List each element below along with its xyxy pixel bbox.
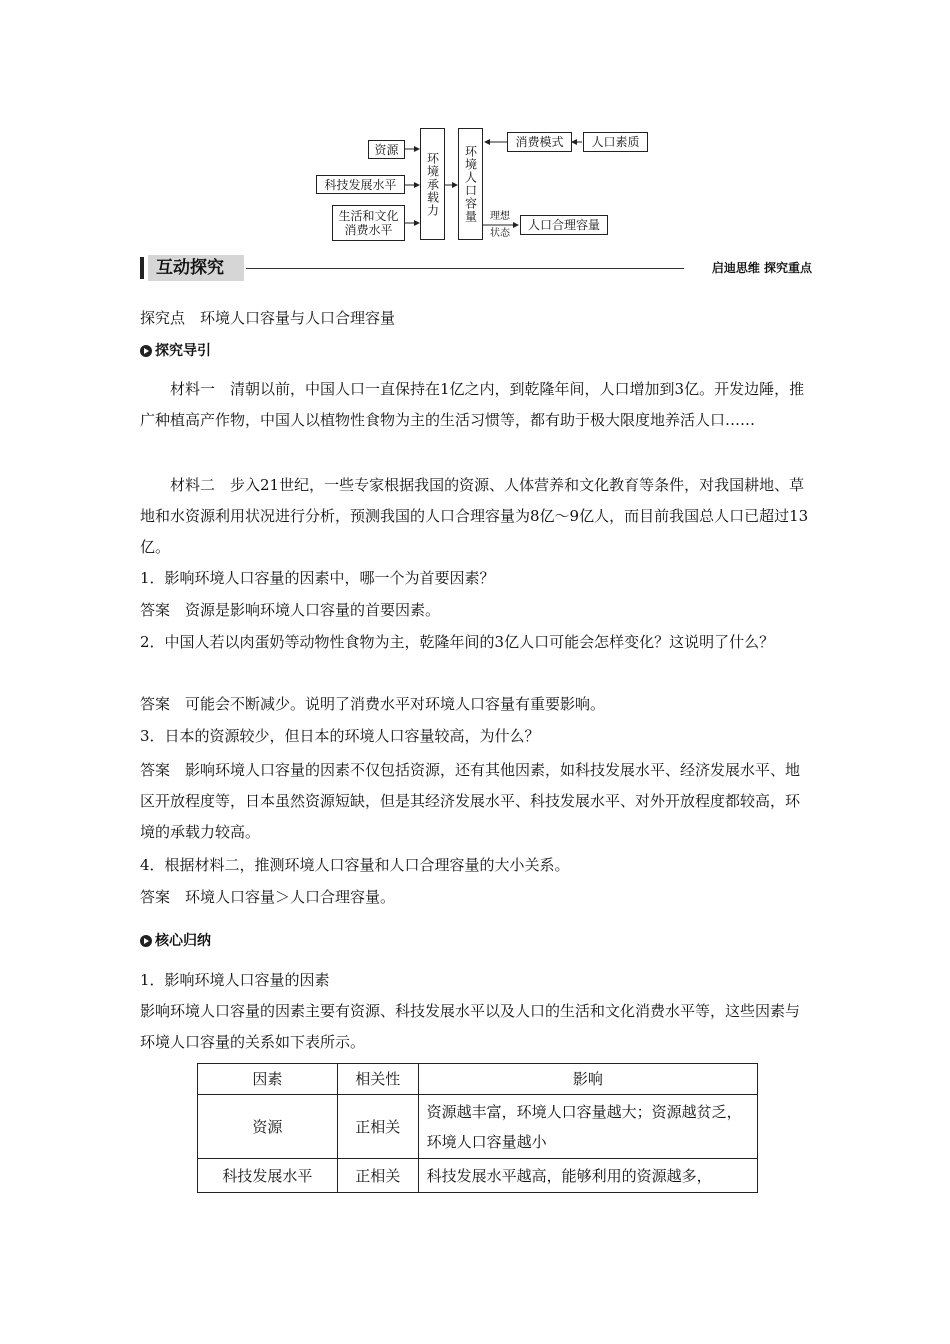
population-capacity-label: 环境人口容量 bbox=[463, 145, 478, 223]
table-row bbox=[198, 1095, 758, 1159]
material-one: 材料一 清朝以前，中国人口一直保持在1亿之内，到乾隆年间，人口增加到3亿。开发边陲，推广种植高产作物，中国人以植物性食物为主的生活习惯等，都有助于极大限度地养活人口…… bbox=[140, 380, 805, 429]
play-circle-icon bbox=[140, 345, 152, 357]
table-cell: 资源 bbox=[198, 1095, 338, 1159]
table-cell: 科技发展水平 bbox=[198, 1159, 338, 1193]
answer-4: 答案 环境人口容量＞人口合理容量。 bbox=[140, 888, 396, 906]
carrying-capacity-label: 环境承载力 bbox=[425, 151, 440, 217]
question-2: 2．中国人若以肉蛋奶等动物性食物为主，乾隆年间的3亿人口可能会怎样变化？这说明了什么？ bbox=[140, 633, 775, 651]
ideal-label-line1: 理想 bbox=[490, 211, 510, 222]
play-circle-icon bbox=[140, 935, 152, 947]
carrying-capacity-box bbox=[420, 128, 445, 240]
reasonable-capacity-box: 人口合理容量 bbox=[520, 215, 608, 235]
core-heading-label: 核心归纳 bbox=[155, 933, 211, 949]
consumption-mode-box: 消费模式 bbox=[507, 132, 572, 152]
question-4: 4．根据材料二，推测环境人口容量和人口合理容量的大小关系。 bbox=[140, 856, 570, 874]
section-title: 互动探究 bbox=[156, 258, 224, 278]
guide-heading bbox=[140, 342, 211, 360]
core-point-1: 1．影响环境人口容量的因素 bbox=[140, 971, 330, 989]
living-line2: 消费水平 bbox=[344, 223, 393, 237]
table-cell: 正相关 bbox=[337, 1095, 418, 1159]
table-cell: 资源越丰富，环境人口容量越大；资源越贫乏，环境人口容量越小 bbox=[418, 1095, 757, 1159]
section-bar bbox=[140, 257, 144, 279]
table-header: 因素 bbox=[198, 1064, 338, 1095]
table-header-row bbox=[198, 1064, 758, 1095]
topic-title: 探究点 环境人口容量与人口合理容量 bbox=[140, 309, 396, 327]
section-header bbox=[140, 255, 814, 281]
guide-heading-label: 探究导引 bbox=[155, 343, 211, 359]
table-header: 影响 bbox=[418, 1064, 757, 1095]
core-heading bbox=[140, 932, 211, 950]
tech-box: 科技发展水平 bbox=[316, 175, 405, 194]
table-header: 相关性 bbox=[337, 1064, 418, 1095]
table-row bbox=[198, 1159, 758, 1193]
answer-3: 答案 影响环境人口容量的因素不仅包括资源，还有其他因素，如科技发展水平、经济发展水平、地区开放程度等，日本虽然资源短缺，但是其经济发展水平、科技发展水平、对外开放程度都较高，环境的承载力较高。 bbox=[140, 761, 801, 841]
table-cell: 正相关 bbox=[337, 1159, 418, 1193]
answer-1: 答案 资源是影响环境人口容量的首要因素。 bbox=[140, 601, 441, 619]
living-line1: 生活和文化 bbox=[338, 209, 399, 223]
core-paragraph: 影响环境人口容量的因素主要有资源、科技发展水平以及人口的生活和文化消费水平等，这些因素与环境人口容量的关系如下表所示。 bbox=[140, 1002, 801, 1051]
living-standard-box bbox=[332, 205, 405, 241]
table-cell: 科技发展水平越高，能够利用的资源越多， bbox=[418, 1159, 757, 1193]
population-quality-box: 人口素质 bbox=[583, 132, 648, 152]
section-subtitle: 启迪思维 探究重点 bbox=[711, 261, 812, 275]
answer-2: 答案 可能会不断减少。说明了消费水平对环境人口容量有重要影响。 bbox=[140, 695, 606, 713]
factor-table bbox=[197, 1063, 758, 1193]
ideal-label-line2: 状态 bbox=[490, 228, 510, 239]
section-divider bbox=[246, 268, 684, 269]
capacity-diagram bbox=[310, 122, 650, 242]
population-capacity-box bbox=[458, 128, 483, 240]
material-two: 材料二 步入21世纪，一些专家根据我国的资源、人体营养和文化教育等条件，对我国耕地、草地和水资源利用状况进行分析，预测我国的人口合理容量为8亿～9亿人，而目前我国总人口已超过13亿。 bbox=[140, 476, 809, 556]
question-3: 3．日本的资源较少，但日本的环境人口容量较高，为什么？ bbox=[140, 727, 540, 745]
resource-box: 资源 bbox=[368, 140, 405, 159]
question-1: 1．影响环境人口容量的因素中，哪一个为首要因素？ bbox=[140, 569, 495, 587]
